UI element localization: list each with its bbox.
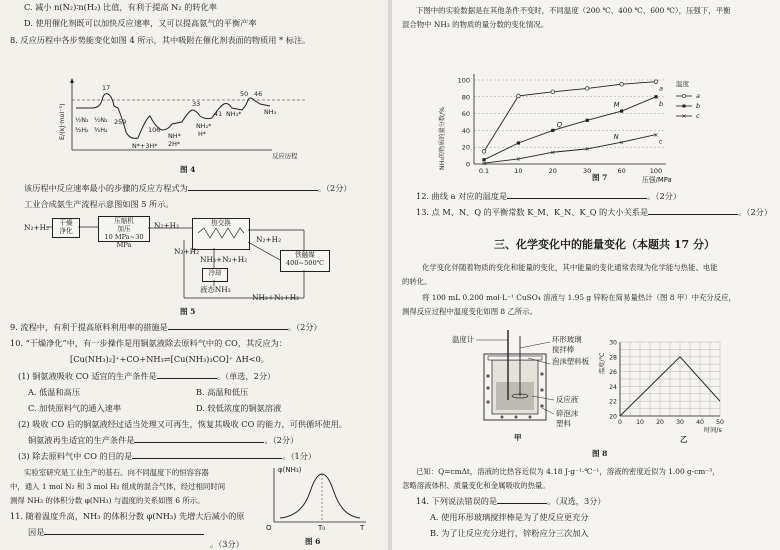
x-axis-label: 反应历程 [272,152,298,160]
legend-label: c [696,112,700,120]
data-point [654,80,658,84]
x-tick-label: 30 [676,419,684,426]
energy-profile-figure [42,76,312,162]
question-10-1: (1) 铜氨液吸收 CO 适宜的生产条件是 。（单选，2分） [18,371,276,381]
heat-exchanger-box: 热交换 [192,218,250,250]
data-point [482,150,486,154]
series-end-label: b [659,99,664,108]
energy-value: 33 [192,100,201,108]
paragraph-2a: 将 100 mL 0.200 mol·L⁻¹ CuSO₄ 溶液与 1.95 g 锌粉在简易量热计（图 8 甲）中充分反应， [422,293,736,302]
paragraph-1b: 的转化。 [402,277,432,286]
fig6-y-label: φ(NH₃) [278,466,302,474]
y-tick-label: 20 [461,143,470,152]
intro-fig7-a: 下图中的实验数据是在其他条件不变时，不同温度（200 ℃、400 ℃、600 ℃），压强下，平衡 [416,6,731,15]
legend-label: b [696,102,701,110]
species-label: NH* [168,132,181,140]
x-tick-label: 20 [548,167,557,175]
question-8: 8. 反应历程中各步势能变化如图 4 所示，其中吸附在催化剂表面的物质用 * 标注。 [10,35,311,45]
question-10-2: (2) 吸收 CO 后的铜氨液经过适当处理又可再生，恢复其吸收 CO 的能力，可供循环使用。 [18,419,347,429]
series-end-label: a [659,84,663,93]
figure-5-caption: 图 5 [180,307,196,316]
point-label: Q [556,121,563,130]
species-label: ³⁄₂H₂ [94,126,108,134]
y-tick-label: 60 [461,110,470,119]
mix-label-5: NH₃+N₂+H₂ [252,293,300,302]
y-tick-label: 80 [461,93,470,102]
y-axis-label: 温度/℃ [599,352,606,374]
data-point: × [515,156,521,164]
right-page [392,0,780,550]
label-foam-board: 泡沫塑料板 [552,357,589,366]
compressor-box: 压缩机 加压 10 MPa~30 MPa [98,216,150,242]
series-line [484,82,659,152]
x-tick-label: 60 [617,167,626,175]
paragraph-1a: 化学变化伴随着物质的变化和能量的变化，其中能量的变化通常表现为化学能与热能、电能 [422,263,718,272]
data-point: × [653,131,659,139]
option-b: B. 高温和低压 [196,387,249,397]
species-label: NH₂* [196,122,212,130]
y-tick-label: 0 [465,160,470,169]
catalyst-box: 铁触媒 400~500℃ [280,250,330,272]
data-point: × [550,149,556,157]
data-point: × [481,160,487,168]
x-axis-label: 时间/s [704,427,722,434]
question-14: 14. 下列说法错误的是 。（双选，3分） [416,496,606,506]
figure-6-curve [262,462,372,532]
fig6-t0: T₀ [318,524,326,532]
intro-3b: 中，通入 1 mol N₂ 和 3 mol H₂ 组成的混合气体，经过相同时间 [10,482,226,491]
species-label: NH₃* [226,110,242,118]
section-title: 三、化学变化中的能量变化（本题共 17 分） [494,238,715,251]
question-8-prompt: 该历程中反应速率最小的步骤的反应方程式为 。（2分） [24,183,352,193]
data-point [517,94,521,98]
y-tick-label: 26 [609,369,617,377]
label-foam-1: 碎泡沫 [556,409,579,418]
paragraph-3b: 忽略溶液体积、质量变化和金属吸收的热量。 [402,481,550,490]
species-label: 2H* [168,140,181,148]
point-label: M [613,100,620,109]
data-point [620,109,623,112]
x-tick-label: 10 [514,167,523,175]
x-tick-label: 0 [618,419,622,426]
mix-label: N₂+H₂ [154,221,180,230]
process-flow-figure [24,216,368,306]
x-tick-label: 50 [716,419,724,426]
species-label: ½N₂ [75,116,89,124]
legend-label: a [696,92,700,100]
y-tick-label: 22 [609,398,617,406]
y-tick-label: 40 [461,126,470,135]
option-c-2: C. 加快原料气的通入速率 [28,403,122,413]
legend-title: 温度 [676,80,689,88]
mix-label-3: N₂+H₂ [256,235,282,244]
jia-label: 甲 [514,433,522,442]
energy-value: 106 [148,126,161,134]
y-axis-label: E/(kJ·mol⁻¹) [58,103,66,140]
data-point [551,129,554,132]
fig6-origin: O [266,524,272,532]
mix-label-2: N₂+H₂ [174,247,200,256]
figure-7-chart [432,66,722,184]
figure-6-caption: 图 6 [305,537,321,546]
label-thermometer: 温度计 [452,335,475,344]
left-page [0,0,388,550]
label-solution: 反应液 [556,395,579,404]
paragraph-3a: 已知：Q=cmΔt，溶液的比热容近似为 4.18 J·g⁻¹·℃⁻¹，溶液的密度近似为 1.00 g·cm⁻³， [416,467,720,476]
data-point [586,119,589,122]
x-tick-label: 30 [583,167,592,175]
species-label: H* [198,130,207,138]
figure-4-caption: 图 4 [180,165,196,174]
point-label: N [613,132,619,141]
question-13: 13. 点 M、N、Q 的平衡常数 K_M、K_N、K_Q 的大小关系是 。（2分） [416,207,773,217]
x-tick-label: 100 [649,167,663,175]
question-11: 11. 随着温度升高，NH₃ 的体积分数 φ(NH₃) 先增大后减小的原 [10,511,245,521]
energy-value: 17 [102,84,111,92]
option-a: A. 低温和高压 [28,387,81,397]
series-line [484,132,656,164]
data-point [551,90,555,94]
liquid-ammonia-label: 液态NH₃ [200,285,231,294]
question-10-2b: 铜氨液再生适宜的生产条件是 。（2分） [28,435,299,445]
data-point [654,95,657,98]
intro-fig7-b: 混合物中 NH₃ 的物质的量分数的变化情况。 [402,20,549,29]
dry-box: 干燥 净化 [52,218,80,238]
x-axis-label: 压强/MPa [642,176,672,184]
energy-value: 46 [254,90,263,98]
question-10: 10. “干燥净化”中，有一步操作是用铜氨液除去原料气中的 CO，其反应为： [10,338,288,348]
data-point [517,141,520,144]
data-point [585,87,589,91]
equation: [Cu(NH₃)₂]⁺+CO+NH₃⇌[Cu(NH₃)₃CO]⁺ ΔH<0。 [70,354,270,364]
x-tick-label: 20 [656,419,664,426]
y-tick-label: 100 [457,76,470,85]
data-point: × [619,139,625,147]
legend-marker [683,105,686,108]
cooling-box: 冷却 [202,268,228,282]
y-axis-label: NH₃的物质的量分数/% [439,106,446,170]
x-tick-label: 10 [636,419,644,426]
question-14-a: A. 使用环形玻璃搅拌棒是为了使反应更充分 [430,512,589,522]
question-9: 9. 流程中，有利于提高原料利用率的措施是 。（2分） [10,322,322,332]
intro-3a: 实验室研究是工业生产的基石。向不同温度下的恒容容器 [24,468,209,477]
option-d-2: D. 较低浓度的铜氨溶液 [196,403,282,413]
y-tick-label: 20 [609,413,617,421]
x-tick-label: 0.1 [478,167,490,175]
energy-value: 50 [240,90,249,98]
figure-7-caption: 图 7 [592,173,608,182]
option-c: C. 减小 n(N₂)∶n(H₂) 比值，有利于提高 N₂ 的转化率 [24,2,217,12]
mix-label-4: NH₃+N₂+H₂ [200,255,248,264]
x-tick-label: 40 [696,419,704,426]
y-tick-label: 24 [609,383,617,391]
question-11b: 因是 [28,527,204,538]
label-stirrer-2: 搅拌棒 [552,345,575,354]
energy-value: 41 [214,110,223,118]
yi-label: 乙 [680,435,688,444]
temperature-chart [596,334,736,434]
data-point [620,82,624,86]
legend-marker: × [681,113,687,120]
legend-marker [682,94,685,97]
y-tick-label: 30 [609,339,617,347]
label-stirrer-1: 环形玻璃 [552,335,582,344]
inlet-label: N₂+H₂ [24,223,50,232]
data-point: × [584,146,590,154]
fig6-t: T [360,524,365,532]
species-label: ½N₂ [94,116,108,124]
intro-fig5: 工业合成氨生产流程示意图如图 5 所示。 [24,199,174,209]
species-label: NH₃ [264,108,277,116]
y-tick-label: 28 [609,354,617,362]
label-foam-2: 塑料 [556,419,571,428]
question-11-score: 。（3分） [210,539,244,549]
energy-value: 259 [114,118,127,126]
series-end-label: c [659,137,663,146]
figure-8-caption: 图 8 [592,449,608,458]
question-14-b: B. 为了让反应充分进行，锌粉应分三次加入 [430,528,589,538]
species-label: N*+3H* [132,142,158,150]
question-12: 12. 曲线 a 对应的温度是 。（2分） [416,191,682,201]
question-10-3: (3) 除去原料气中 CO 的目的是 。（1分） [18,451,317,461]
species-label: ³⁄₂H₂ [75,126,89,134]
intro-3c: 测得 NH₃ 的体积分数 φ(NH₃) 与温度的关系如图 6 所示。 [10,496,205,505]
option-d: D. 使用催化剂既可以加快反应速率，又可以提高氨气的平衡产率 [24,18,257,28]
paragraph-2b: 测得反应过程中温度变化如图 8 乙所示。 [402,307,538,316]
